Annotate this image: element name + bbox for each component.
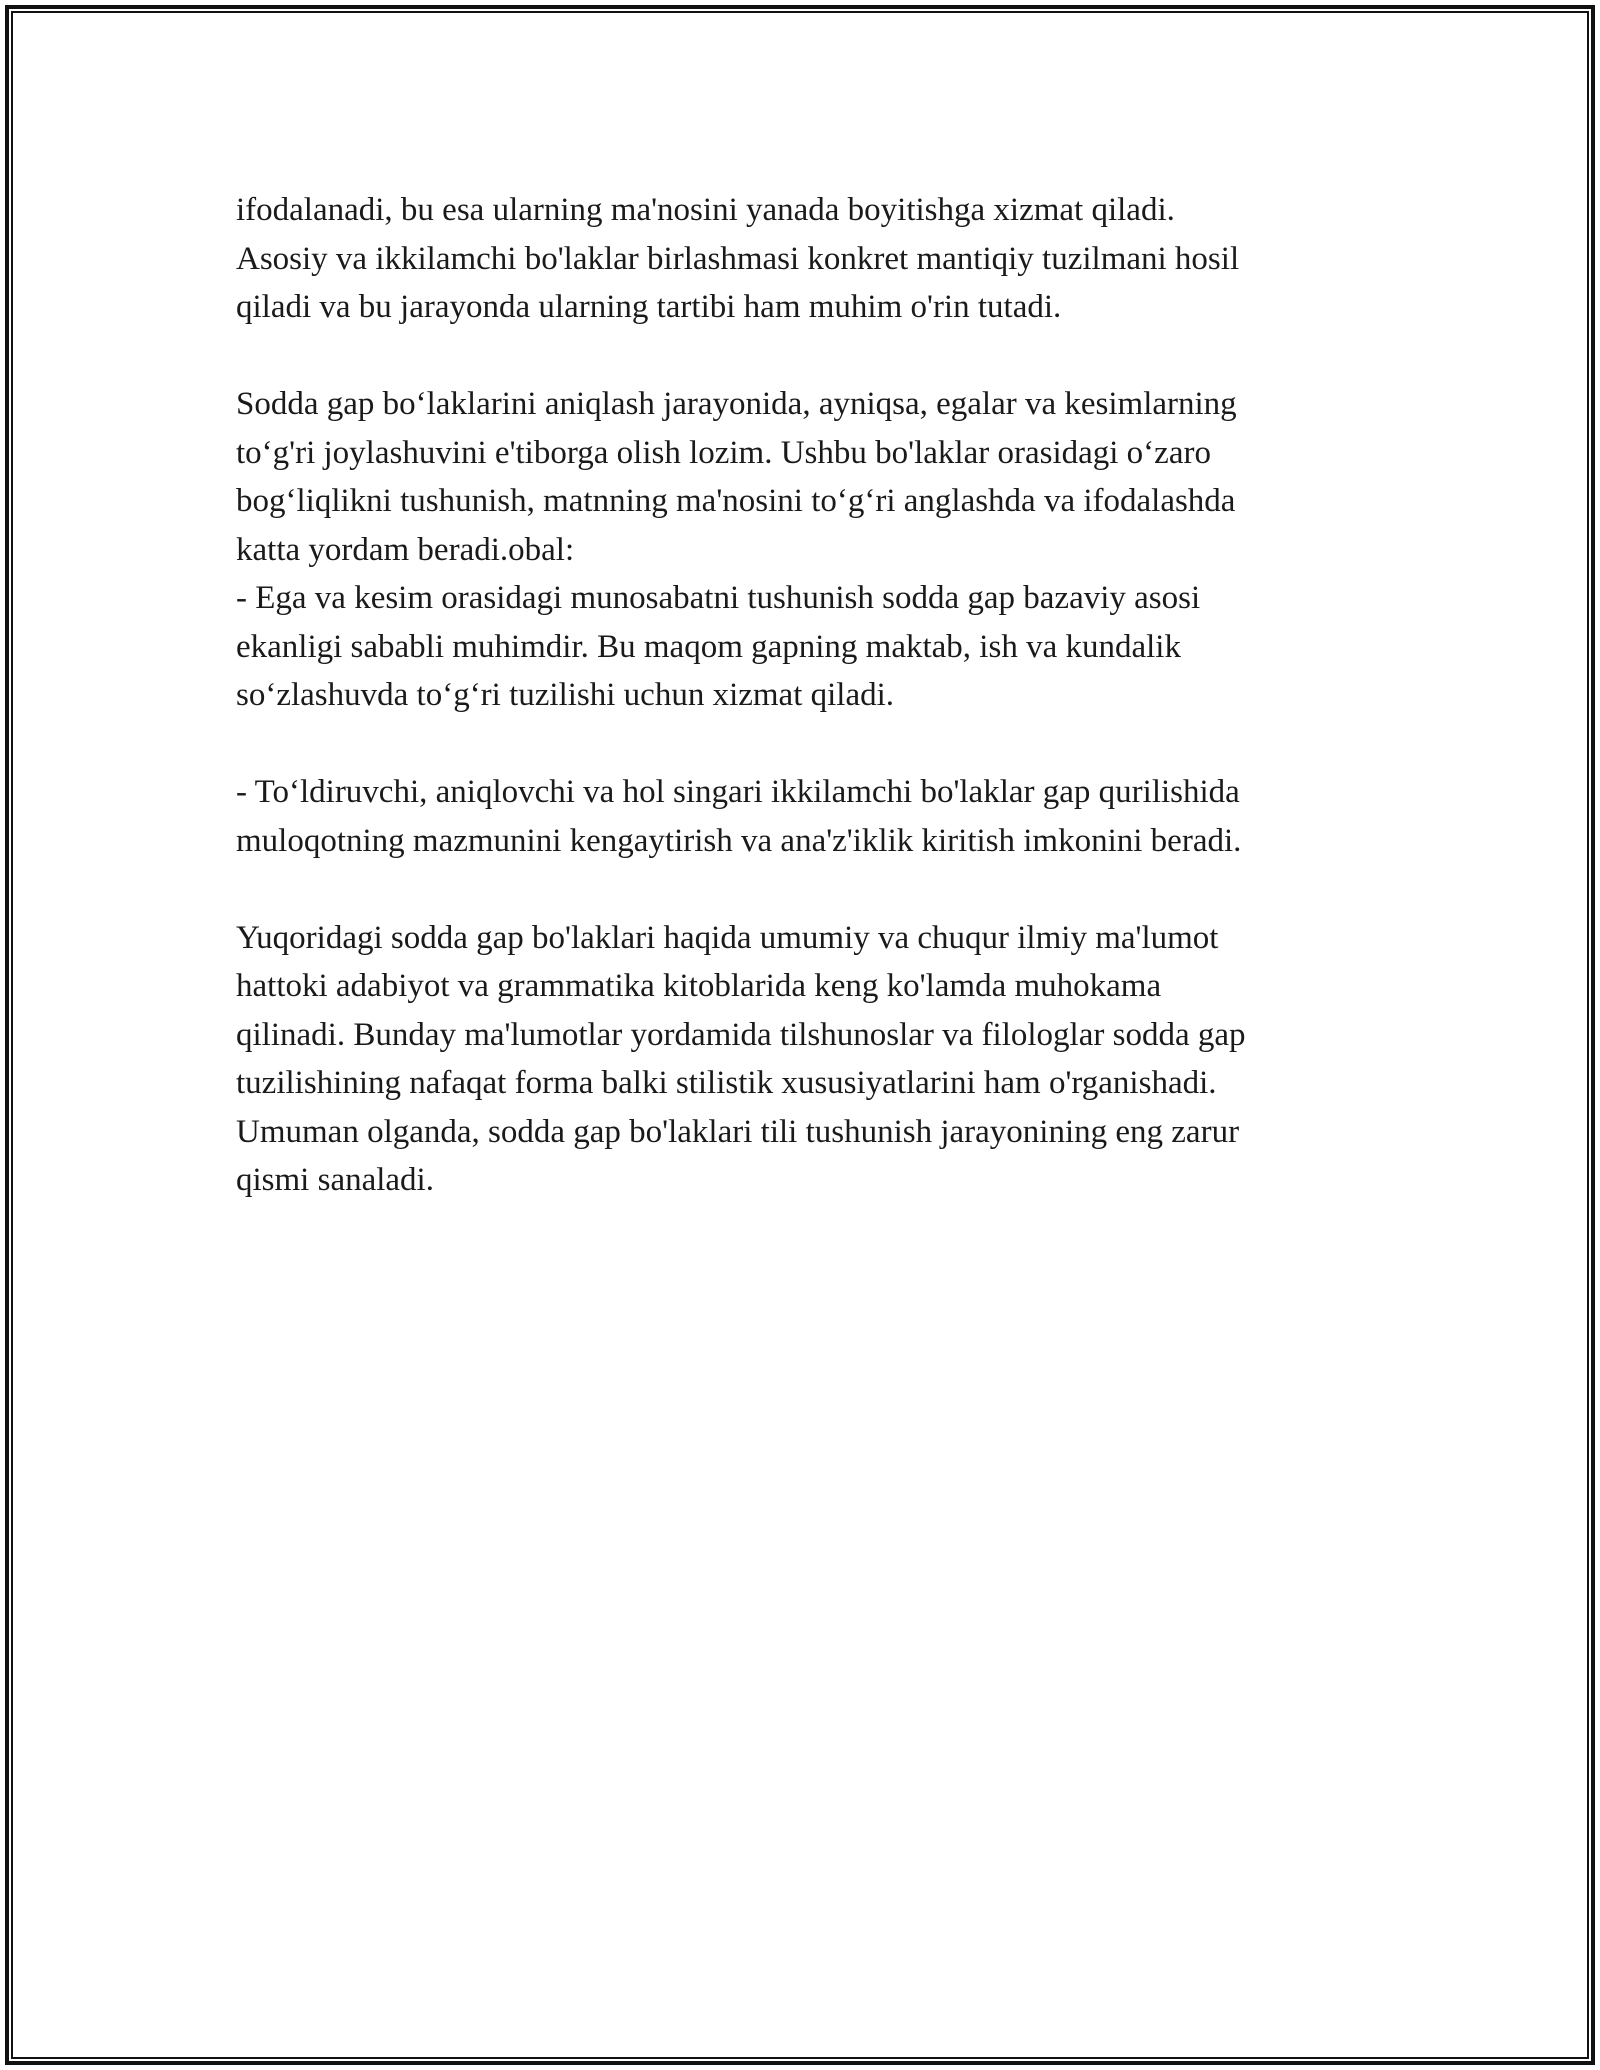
list-line: soʻzlashuvda toʻgʻri tuzilishi uchun xizmat qiladi. [236,677,895,713]
paragraph-spacer [236,332,1366,381]
paragraph-1 [236,186,1366,332]
text-line: bogʻliqlikni tushunish, matnning ma'nosini toʻgʻri anglashda va ifodalashda [236,483,1236,519]
text-line: tuzilishining nafaqat forma balki stilistik xususiyatlarini ham o'rganishadi. [236,1065,1217,1101]
list-line: - Toʻldiruvchi, aniqlovchi va hol singari ikkilamchi bo'laklar gap qurilishida [236,774,1240,810]
list-line: ekanligi sababli muhimdir. Bu maqom gapning maktab, ish va kundalik [236,628,1181,665]
document-body [236,186,1366,1205]
paragraph-4 [236,914,1366,1205]
paragraph-2 [236,380,1366,720]
text-line: ifodalanadi, bu esa ularning ma'nosini yanada boyitishga xizmat qiladi. [236,192,1175,228]
text-line: Sodda gap boʻlaklarini aniqlash jarayonida, ayniqsa, egalar va kesimlarning [236,386,1237,422]
text-line: Asosiy va ikkilamchi bo'laklar birlashmasi konkret mantiqiy tuzilmani hosil [236,240,1240,277]
list-line: - Ega va kesim orasidagi munosabatni tushunish sodda gap bazaviy asosi [236,580,1201,616]
text-line: qiladi va bu jarayonda ularning tartibi ham muhim o'rin tutadi. [236,289,1062,325]
text-line: Yuqoridagi sodda gap bo'laklari haqida umumiy va chuqur ilmiy ma'lumot [236,919,1219,956]
text-line: qilinadi. Bunday ma'lumotlar yordamida tilshunoslar va filologlar sodda gap [236,1016,1246,1053]
text-line: qismi sanaladi. [236,1162,434,1198]
text-line: Umuman olganda, sodda gap bo'laklari tili tushunish jarayonining eng zarur [236,1113,1240,1150]
paragraph-spacer [236,865,1366,914]
paragraph-spacer [236,720,1366,769]
text-line: toʻg'ri joylashuvini e'tiborga olish lozim. Ushbu bo'laklar orasidagi oʻzaro [236,434,1211,471]
text-line: hattoki adabiyot va grammatika kitoblarida keng ko'lamda muhokama [236,968,1162,1004]
list-line: muloqotning mazmunini kengaytirish va ana'z'iklik kiritish imkonini beradi. [236,822,1242,859]
text-line: katta yordam beradi.obal: [236,531,575,568]
paragraph-3 [236,768,1366,865]
